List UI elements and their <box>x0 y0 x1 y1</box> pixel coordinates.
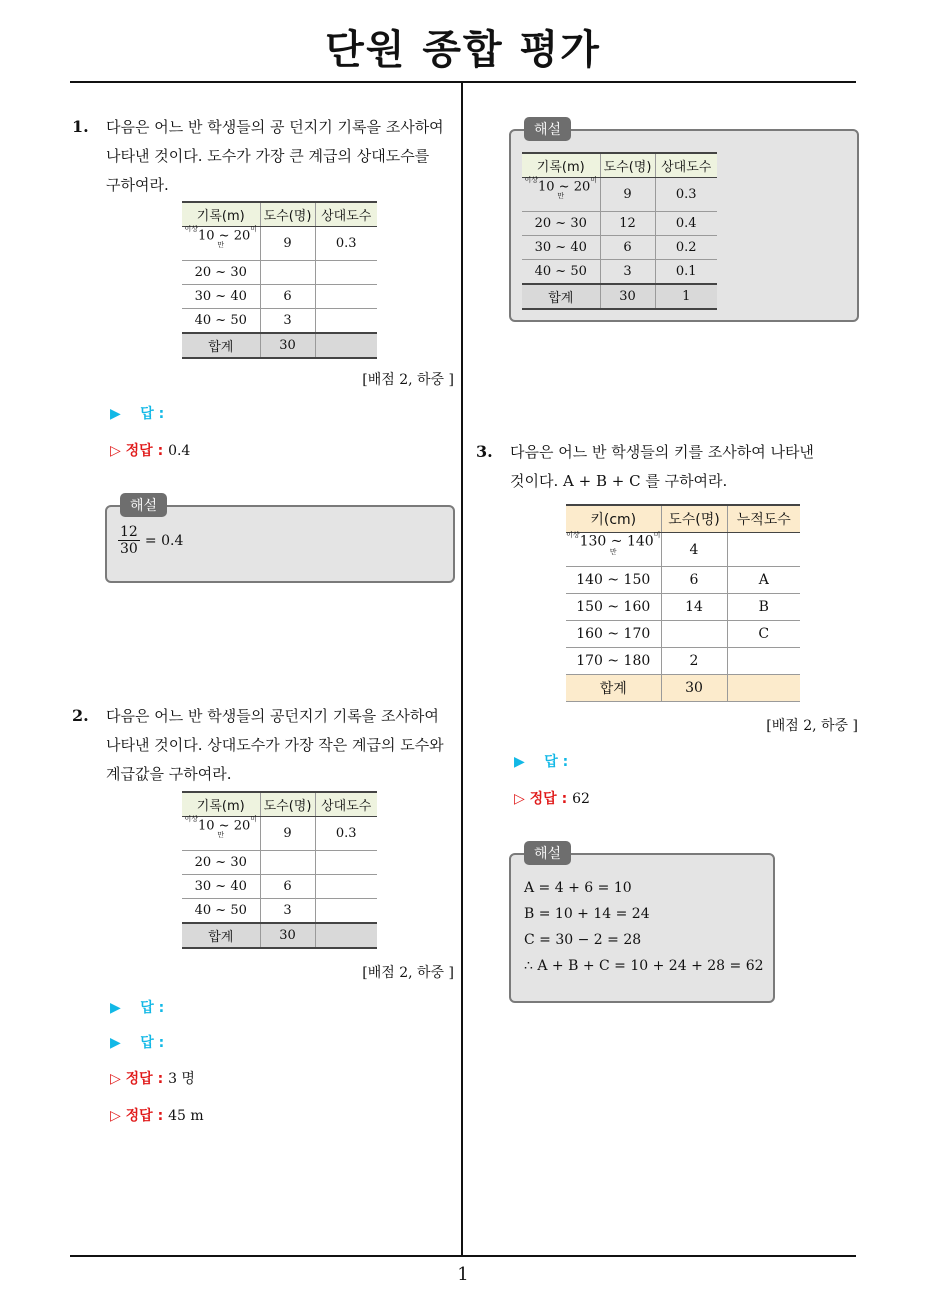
table-cell: 9 <box>260 227 315 261</box>
class-interval-cell <box>522 178 600 212</box>
q3-text-line: 것이다. A + B + C 를 구하여라. <box>510 472 728 490</box>
above-mark: 이상 <box>184 225 198 233</box>
table-cell: 0.2 <box>655 235 717 259</box>
q1-text-line: 구하여라. <box>106 176 169 194</box>
correct-value: 45 m <box>168 1108 204 1124</box>
q3-table <box>566 504 800 702</box>
table-cell: 14 <box>661 594 727 621</box>
table-row <box>566 594 800 621</box>
table-header: 기록(m) <box>182 792 260 817</box>
correct-value: 62 <box>572 791 590 807</box>
table-row <box>182 898 377 923</box>
table-cell: 3 <box>260 898 315 923</box>
below-mark: 미만 <box>609 531 661 556</box>
correct-label: 정답 : <box>125 443 164 459</box>
q1-text-line: 나타낸 것이다. 도수가 가장 큰 계급의 상대도수를 <box>106 147 430 165</box>
class-interval-cell <box>182 227 260 261</box>
table-cell: 160 ~ 170 <box>566 621 661 648</box>
table-cell: 합계 <box>182 333 260 358</box>
explain-line: A = 4 + 6 = 10 <box>524 880 632 896</box>
q1-text <box>106 113 456 200</box>
q1-text-line: 다음은 어느 반 학생들의 공 던지기 기록을 조사하여 <box>106 118 444 136</box>
answer-label: 답 : <box>140 1035 165 1051</box>
column-divider <box>461 82 463 1257</box>
table-footer-row <box>182 923 377 948</box>
table-cell: 0.3 <box>315 227 377 261</box>
table-cell <box>727 648 800 675</box>
class-interval-cell <box>566 533 661 567</box>
table-cell: 30 ~ 40 <box>182 284 260 308</box>
table-cell <box>260 850 315 874</box>
table-cell: 170 ~ 180 <box>566 648 661 675</box>
q2-correct-line <box>110 1105 204 1125</box>
correct-label: 정답 : <box>529 791 568 807</box>
table-cell: 0.1 <box>655 259 717 284</box>
table-row <box>522 211 717 235</box>
class-interval-text: 10 ~ 20 <box>198 228 251 244</box>
table-cell: 6 <box>661 567 727 594</box>
table-cell: A <box>727 567 800 594</box>
q3-score: [배점 2, 하중 ] <box>766 718 858 734</box>
table-cell: 150 ~ 160 <box>566 594 661 621</box>
table-cell: 20 ~ 30 <box>182 850 260 874</box>
q1-table <box>182 201 377 359</box>
q2-correct-line <box>110 1068 195 1088</box>
q2-explain-table <box>522 152 717 310</box>
q2-text-line: 계급값을 구하여라. <box>106 765 232 783</box>
below-mark: 미만 <box>217 225 258 250</box>
above-mark: 이상 <box>184 815 198 823</box>
table-header: 상대도수 <box>315 792 377 817</box>
correct-label: 정답 : <box>125 1108 164 1124</box>
bottom-rule <box>70 1255 856 1257</box>
table-row <box>522 178 717 212</box>
table-row <box>182 817 377 851</box>
above-mark: 이상 <box>566 531 580 539</box>
table-footer-row <box>182 333 377 358</box>
table-cell <box>315 923 377 948</box>
explain-tag: 해설 <box>120 493 167 517</box>
table-cell: 4 <box>661 533 727 567</box>
explain-tag: 해설 <box>524 841 571 865</box>
table-header: 누적도수 <box>727 505 800 533</box>
table-cell: 40 ~ 50 <box>522 259 600 284</box>
q1-answer-line[interactable] <box>110 403 164 423</box>
q2-table <box>182 791 377 949</box>
table-cell <box>315 308 377 333</box>
triangle-outline-icon: ▷ <box>110 1071 121 1087</box>
table-cell: 9 <box>600 178 655 212</box>
table-row <box>182 260 377 284</box>
denominator: 30 <box>120 541 138 557</box>
table-cell <box>727 533 800 567</box>
table-row <box>182 284 377 308</box>
table-header: 도수(명) <box>260 792 315 817</box>
q2-number: 2. <box>72 706 89 725</box>
table-row <box>522 235 717 259</box>
table-row <box>566 533 800 567</box>
table-cell: 30 <box>661 675 727 702</box>
class-interval-text: 10 ~ 20 <box>198 818 251 834</box>
q3-text <box>510 438 855 496</box>
q1-explain-math <box>118 524 183 557</box>
answer-label: 답 : <box>544 754 569 770</box>
triangle-filled-icon: ▶ <box>514 754 525 770</box>
top-rule <box>70 81 856 83</box>
triangle-outline-icon: ▷ <box>110 1108 121 1124</box>
q2-text-line: 나타낸 것이다. 상대도수가 가장 작은 계급의 도수와 <box>106 736 444 754</box>
table-row <box>566 567 800 594</box>
table-cell: 30 <box>260 333 315 358</box>
table-row <box>182 850 377 874</box>
page-number: 1 <box>457 1264 469 1285</box>
table-cell <box>315 874 377 898</box>
triangle-outline-icon: ▷ <box>110 443 121 459</box>
triangle-filled-icon: ▶ <box>110 1035 121 1051</box>
table-cell: 1 <box>655 284 717 309</box>
table-cell: 6 <box>260 874 315 898</box>
above-mark: 이상 <box>524 176 538 184</box>
numerator: 12 <box>120 524 138 540</box>
table-cell: 합계 <box>522 284 600 309</box>
table-cell: 40 ~ 50 <box>182 898 260 923</box>
triangle-outline-icon: ▷ <box>514 791 525 807</box>
table-cell: 9 <box>260 817 315 851</box>
class-interval-cell <box>182 817 260 851</box>
table-cell <box>315 284 377 308</box>
table-cell: 6 <box>600 235 655 259</box>
table-footer-row <box>566 675 800 702</box>
explain-line: ∴ A + B + C = 10 + 24 + 28 = 62 <box>524 958 764 974</box>
correct-value: 3 명 <box>168 1071 195 1087</box>
table-cell: 3 <box>260 308 315 333</box>
triangle-filled-icon: ▶ <box>110 1000 121 1016</box>
table-cell: 0.4 <box>655 211 717 235</box>
q1-score: [배점 2, 하중 ] <box>362 372 454 388</box>
table-cell <box>727 675 800 702</box>
table-header: 도수(명) <box>600 153 655 178</box>
table-cell: 합계 <box>566 675 661 702</box>
answer-label: 답 : <box>140 1000 165 1016</box>
table-cell: 3 <box>600 259 655 284</box>
table-cell: 140 ~ 150 <box>566 567 661 594</box>
explain-tag: 해설 <box>524 117 571 141</box>
page-title: 단원 종합 평가 <box>325 27 601 73</box>
below-mark: 미만 <box>557 176 598 201</box>
table-row <box>566 648 800 675</box>
table-cell <box>260 260 315 284</box>
q3-answer-line[interactable] <box>514 751 568 771</box>
table-row <box>566 621 800 648</box>
q2-text <box>106 702 456 789</box>
table-cell: 30 ~ 40 <box>522 235 600 259</box>
table-cell: 40 ~ 50 <box>182 308 260 333</box>
table-row <box>182 227 377 261</box>
explain-line: C = 30 − 2 = 28 <box>524 932 642 948</box>
table-header: 기록(m) <box>182 202 260 227</box>
table-cell <box>315 333 377 358</box>
table-header: 상대도수 <box>315 202 377 227</box>
table-header: 도수(명) <box>661 505 727 533</box>
table-cell: 0.3 <box>655 178 717 212</box>
table-cell <box>315 850 377 874</box>
q1-correct-line <box>110 440 190 460</box>
table-header: 도수(명) <box>260 202 315 227</box>
explain-line: B = 10 + 14 = 24 <box>524 906 650 922</box>
table-cell <box>315 260 377 284</box>
class-interval-text: 130 ~ 140 <box>579 533 654 550</box>
correct-label: 정답 : <box>125 1071 164 1087</box>
below-mark: 미만 <box>217 815 258 840</box>
table-cell <box>315 898 377 923</box>
correct-value: 0.4 <box>168 443 191 459</box>
explain-result: = 0.4 <box>144 533 184 549</box>
table-header: 상대도수 <box>655 153 717 178</box>
q2-answer-line[interactable] <box>110 1032 164 1052</box>
table-footer-row <box>522 284 717 309</box>
table-cell: B <box>727 594 800 621</box>
q3-correct-line <box>514 788 590 808</box>
table-cell: 합계 <box>182 923 260 948</box>
table-cell: 20 ~ 30 <box>182 260 260 284</box>
triangle-filled-icon: ▶ <box>110 406 121 422</box>
table-cell: C <box>727 621 800 648</box>
table-header: 기록(m) <box>522 153 600 178</box>
table-cell <box>661 621 727 648</box>
table-cell: 6 <box>260 284 315 308</box>
class-interval-text: 10 ~ 20 <box>538 179 591 195</box>
q1-number: 1. <box>72 117 89 136</box>
table-cell: 30 <box>600 284 655 309</box>
table-header: 키(cm) <box>566 505 661 533</box>
table-row <box>182 874 377 898</box>
answer-label: 답 : <box>140 406 165 422</box>
q2-score: [배점 2, 하중 ] <box>362 965 454 981</box>
table-cell: 20 ~ 30 <box>522 211 600 235</box>
table-row <box>522 259 717 284</box>
q3-number: 3. <box>476 442 493 461</box>
q3-text-line: 다음은 어느 반 학생들의 키를 조사하여 나타낸 <box>510 443 814 461</box>
table-cell: 30 <box>260 923 315 948</box>
table-row <box>182 308 377 333</box>
table-cell: 0.3 <box>315 817 377 851</box>
q3-explain-math <box>524 875 764 979</box>
fraction <box>118 524 140 557</box>
q2-text-line: 다음은 어느 반 학생들의 공던지기 기록을 조사하여 <box>106 707 439 725</box>
table-cell: 2 <box>661 648 727 675</box>
table-cell: 30 ~ 40 <box>182 874 260 898</box>
table-cell: 12 <box>600 211 655 235</box>
q2-answer-line[interactable] <box>110 997 164 1017</box>
